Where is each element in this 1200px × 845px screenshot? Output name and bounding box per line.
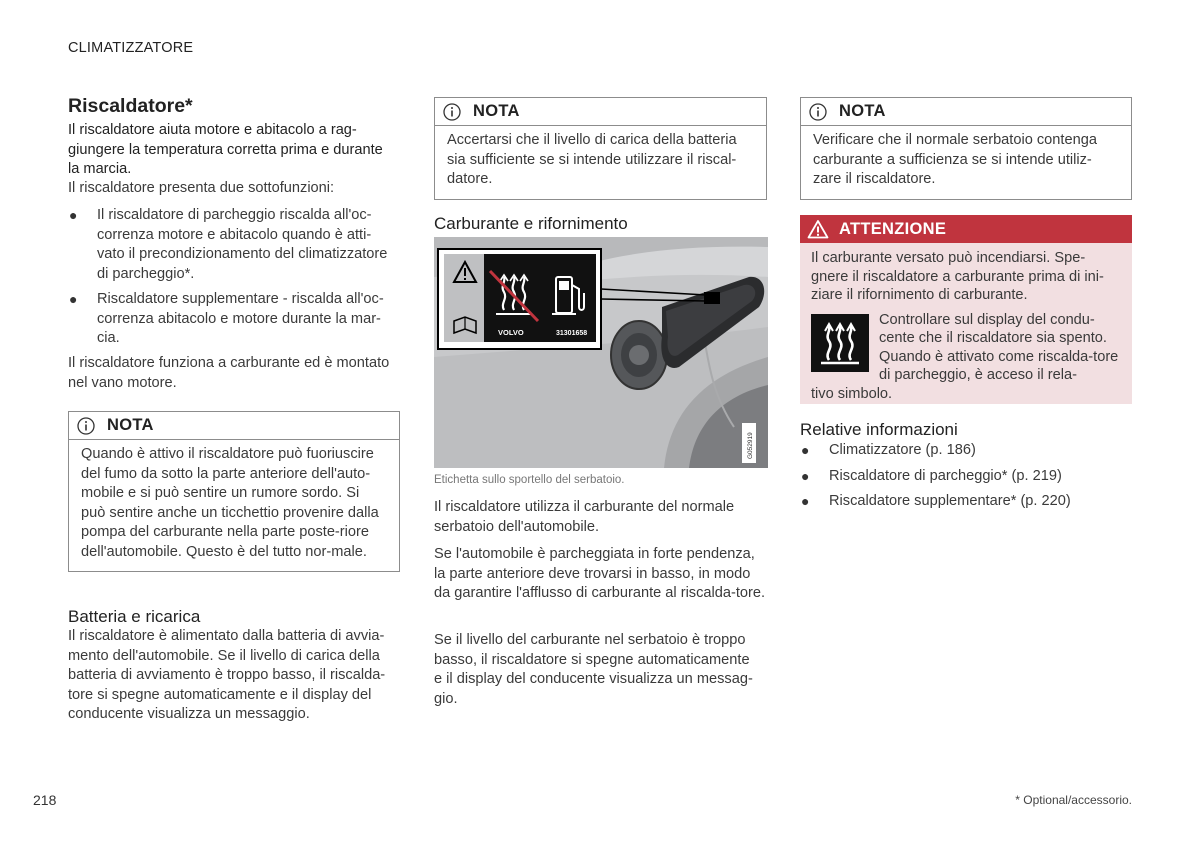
related-link-text[interactable]: Riscaldatore supplementare* (p. 220) — [829, 493, 1071, 509]
related-link-text[interactable]: Riscaldatore di parcheggio* (p. 219) — [829, 467, 1062, 484]
list-item — [68, 206, 394, 284]
bullet-icon: ● — [801, 493, 810, 509]
info-circle-icon — [443, 103, 461, 121]
related-list — [800, 441, 1132, 518]
lead-paragraph: Il riscaldatore aiuta motore e abitacolo a rag-giungere la temperatura corretta prima e durante la marcia. — [68, 122, 383, 177]
section-header: CLIMATIZZATORE — [68, 40, 194, 56]
related-link[interactable] — [800, 467, 1132, 487]
note-label: NOTA — [473, 102, 520, 120]
fuel-paragraph-1: Il riscaldatore utilizza il carburante del normale serbatoio dell'automobile. — [434, 499, 735, 535]
bullet-icon: ● — [69, 291, 78, 307]
footnote: * Optional/accessorio. — [1015, 793, 1132, 807]
warning-text: Il carburante versato può incendiarsi. Spe-gnere il riscaldatore a carburante prima di ini-ziare il rifornimento di carburante. — [811, 250, 1104, 303]
fuel-heading: Carburante e rifornimento — [434, 214, 628, 233]
bullet-icon: ● — [801, 467, 810, 484]
list-item — [68, 290, 394, 349]
fuel-door-illustration — [434, 237, 768, 468]
list-item-text: Il riscaldatore di parcheggio riscalda all'oc-correnza motore e abitacolo quando è atti-vato il precondizionamento del climatizzatore di parcheggio*. — [97, 207, 388, 282]
warning-header — [800, 215, 1132, 243]
warning-side-text: Controllare sul display del condu-cente che il riscaldatore sia spento. Quando è attivato come riscalda-tore di parcheggio, è acceso il rela- — [879, 311, 1119, 383]
note-header — [435, 98, 766, 126]
warning-label: ATTENZIONE — [839, 219, 947, 238]
related-link[interactable] — [800, 492, 1132, 512]
list-item-text: Riscaldatore supplementare - riscalda all'oc-correnza abitacolo e motore durante la mar-cia. — [97, 291, 384, 346]
figure-code: G052919 — [747, 432, 754, 459]
note-text: Quando è attivo il riscaldatore può fuoriuscire del fumo da sotto la parte anteriore dell'auto-mobile e si può sentire un rumore sordo. Si può sentire anche un ticchettio provenire dalla pompa del carburante nella parte poste-riore dell'automobile. Questo è del tutto nor-male. — [81, 446, 379, 560]
warning-box — [800, 215, 1132, 404]
subfunction-list — [68, 206, 394, 355]
note-header — [69, 412, 399, 440]
bullet-icon: ● — [801, 442, 810, 458]
related-heading: Relative informazioni — [800, 420, 958, 439]
figure-brand: VOLVO — [498, 328, 524, 337]
note-label: NOTA — [107, 416, 154, 434]
note-text: Accertarsi che il livello di carica della batteria sia sufficiente se si intende utilizzare il riscal-datore. — [447, 132, 737, 187]
warning-symbol-row — [811, 311, 1122, 385]
note-text: Verificare che il normale serbatoio contenga carburante a sufficienza se si intende utiliz-zare il riscaldatore. — [813, 132, 1097, 187]
page-number: 218 — [33, 792, 57, 808]
figure-caption: Etichetta sullo sportello del serbatoio. — [434, 474, 625, 486]
note-label: NOTA — [839, 102, 886, 120]
fuel-paragraph-2: Se l'automobile è parcheggiata in forte pendenza, la parte anteriore deve trovarsi in basso, in modo da garantire l'afflusso di carburante al riscalda-tore. — [434, 546, 766, 601]
related-link[interactable] — [800, 441, 1132, 461]
fuel-paragraph-3: Se il livello del carburante nel serbatoio è troppo basso, il riscaldatore si spegne automaticamente e il display del conducente visualizza un messag-gio. — [434, 632, 753, 707]
warning-triangle-icon — [807, 219, 829, 239]
battery-heading: Batteria e ricarica — [68, 607, 201, 626]
note-box — [434, 97, 767, 200]
note-header — [801, 98, 1131, 126]
figure-part-number: 31301658 — [556, 330, 588, 337]
warning-body — [800, 243, 1132, 411]
info-circle-icon — [809, 103, 827, 121]
warning-tail-text: tivo simbolo. — [811, 385, 893, 402]
related-link-text[interactable]: Climatizzatore (p. 186) — [829, 442, 976, 458]
fuel-door-figure — [434, 237, 768, 468]
battery-paragraph: Il riscaldatore è alimentato dalla batteria di avvia-mento dell'automobile. Se il livello di carica della batteria di avviamento è troppo basso, il riscalda-tore si spegne automaticamente e il display del conducente visualizza un messaggio. — [68, 628, 386, 722]
fuel-paragraph: Il riscaldatore funziona a carburante ed è montato nel vano motore. — [68, 355, 390, 391]
page-title: Riscaldatore* — [68, 95, 193, 117]
intro-paragraph: Il riscaldatore presenta due sottofunzioni: — [68, 180, 335, 196]
bullet-icon: ● — [69, 207, 78, 223]
heater-symbol-icon — [811, 314, 869, 372]
info-circle-icon — [77, 417, 95, 435]
note-box — [68, 411, 400, 572]
note-box — [800, 97, 1132, 200]
